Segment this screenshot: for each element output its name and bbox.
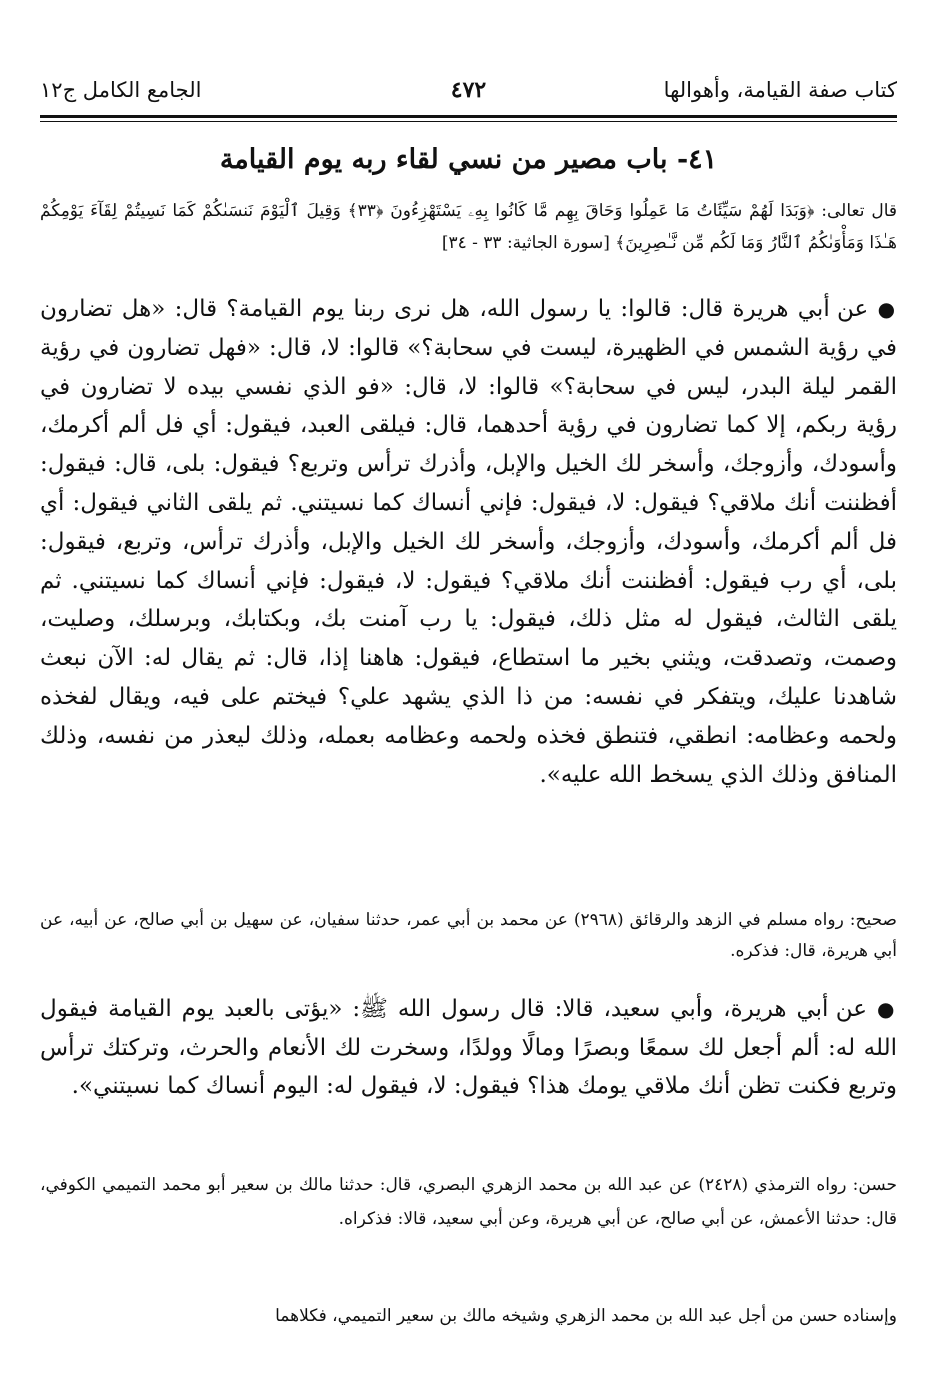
hadith-1 <box>40 290 897 794</box>
chapter-heading: ٤١- باب مصير من نسي لقاء ربه يوم القيامة <box>219 144 718 175</box>
running-header <box>40 72 897 108</box>
page-number: ٤٧٢ <box>450 77 487 103</box>
bullet-icon: ● <box>876 997 898 1021</box>
hadith-1-text: عن أبي هريرة قال: قالوا: يا رسول الله، هل نرى ربنا يوم القيامة؟ قال: «هل تضارون في رؤية الشمس في الظهيرة، ليست في سحابة؟» قالوا: لا، قال: «فهل تضارون في رؤية القمر ليلة البدر، ليس في سحابة؟» قالوا: لا، قال: «فو الذي نفسي بيده لا تضارون في رؤية ربكم، إلا كما تضارون في رؤية أحدهما، قال: فيلقى العبد، فيقول: أي فل ألم أكرمك، وأسودك، وأزوجك، وأسخر لك الخيل والإبل، وأذرك ترأس وتربع؟ فيقول: بلى، قال: فيقول: أفظننت أنك ملاقي؟ فيقول: لا، فيقول: فإني أنساك كما نسيتني. ثم يلقى الثاني فيقول: أي فل ألم أكرمك، وأسودك، وأزوجك، وأسخر لك الخيل والإبل، وأذرك ترأس، وتربع، فيقول: بلى، أي رب فيقول: أفظننت أنك ملاقي؟ فيقول: لا، فيقول: فإني أنساك كما نسيتني. ثم يلقى الثالث، فيقول له مثل ذلك، فيقول: يا رب آمنت بك، وبكتابك، وبرسلك، وصليت، وصمت، وتصدقت، ويثني بخير ما استطاع، فيقول: هاهنا إذا، قال: ثم يقال له: الآن نبعث شاهدنا عليك، ويتفكر في نفسه: من ذا الذي يشهد علي؟ فيختم على فيه، ويقال لفخذه ولحمه وعظامه: انطقي، فتنطق فخذه ولحمه وعظامه بعمله، وذلك ليعذر من نفسه، وذلك المنافق وذلك الذي يسخط الله عليه». <box>40 296 897 788</box>
takhrij-note-2: حسن: رواه الترمذي (٢٤٢٨) عن عبد الله بن محمد الزهري البصري، قال: حدثنا مالك بن سعير أبو محمد التميمي الكوفي، قال: حدثنا الأعمش، عن أبي صالح، عن أبي هريرة، وعن أبي سعيد، قالا: فذكراه. <box>40 1175 897 1229</box>
takhrij-note-3: وإسناده حسن من أجل عبد الله بن محمد الزهري وشيخه مالك بن سعير التميمي، فكلاهما <box>275 1306 897 1326</box>
header-rule-thin <box>40 121 897 122</box>
header-book-title: كتاب صفة القيامة، وأهوالها <box>663 78 897 102</box>
header-rule-thick <box>40 115 897 118</box>
quran-verse: قال تعالى: ﴿وَبَدَا لَهُمْ سَيِّئَاتُ مَا عَمِلُوا وَحَاقَ بِهِم مَّا كَانُوا بِهِۦ يَسْتَهْزِءُونَ ﴿٣٣﴾ وَقِيلَ ٱلْيَوْمَ نَنسَىٰكُمْ كَمَا نَسِيتُمْ لِقَآءَ يَوْمِكُمْ هَـٰذَا وَمَأْوَىٰكُمُ ٱلنَّارُ وَمَا لَكُم مِّن نَّـٰصِرِينَ﴾ [سورة الجاثية: ٣٣ - ٣٤] <box>40 201 897 253</box>
takhrij-note-1: صحيح: رواه مسلم في الزهد والرقائق (٢٩٦٨) عن محمد بن أبي عمر، حدثنا سفيان، عن سهيل بن أبي صالح، عن أبيه، عن أبي هريرة، قال: فذكره. <box>40 910 897 961</box>
hadith-2 <box>40 990 897 1106</box>
header-volume-title: الجامع الكامل ج١٢ <box>40 78 202 102</box>
hadith-2-text: عن أبي هريرة، وأبي سعيد، قالا: قال رسول الله ﷺ: «يؤتى بالعبد يوم القيامة فيقول الله له: ألم أجعل لك سمعًا وبصرًا ومالًا وولدًا، وسخرت لك الأنعام والحرث، وتركتك ترأس وتربع فكنت تظن أنك ملاقي يومك هذا؟ فيقول: لا، فيقول له: اليوم أنساك كما نسيتني». <box>40 996 897 1099</box>
bullet-icon: ● <box>877 297 897 321</box>
